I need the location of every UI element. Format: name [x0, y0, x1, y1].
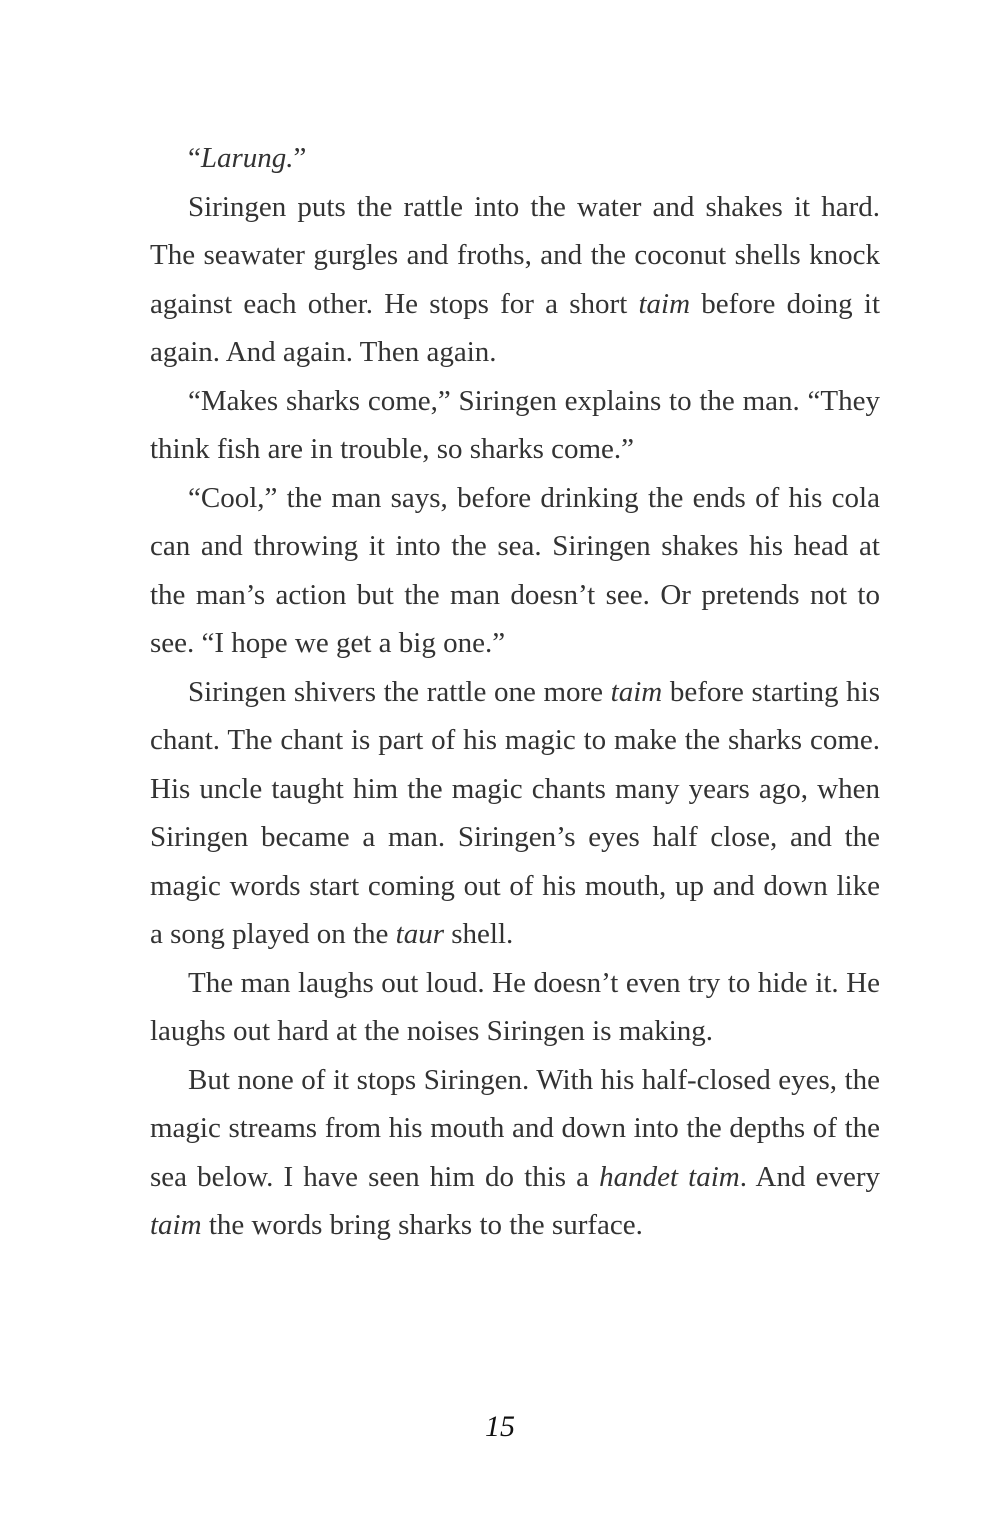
page-number: 15 [485, 1410, 515, 1443]
paragraph [150, 959, 880, 1056]
text-run: “Cool,” the man says, before drinking the ends of his cola can and throwing it into the sea. Siringen shakes his head at the man’s action but the man doesn’t see. Or pretends not to see. “I hope we get a big one.” [150, 481, 880, 659]
text-run: The man laughs out loud. He doesn’t even try to hide it. He laughs out hard at the noises Siringen is making. [150, 966, 880, 1047]
italic-text: taim [638, 287, 691, 320]
paragraph [150, 474, 880, 668]
text-run: “Makes sharks come,” Siringen explains to the man. “They think fish are in trouble, so sharks come.” [150, 384, 880, 465]
text-run: the words bring sharks to the surface. [201, 1209, 643, 1241]
text-run: Siringen shivers the rattle one more [188, 675, 611, 708]
text-run: Siringen puts the rattle into the water and shakes it hard. The seawater gurgles and froths, and the coconut shells knock against each other. He stops for a short [150, 190, 880, 320]
paragraph [150, 668, 880, 959]
paragraph [150, 1056, 880, 1250]
italic-text: handet taim [599, 1160, 740, 1193]
italic-text: taim [610, 675, 663, 708]
body-text [150, 134, 880, 1250]
italic-text: taim [150, 1209, 202, 1241]
italic-text: Larung. [200, 142, 294, 174]
text-run: before doing it again. And again. Then again. [150, 287, 880, 368]
paragraph [150, 377, 880, 474]
text-run: before starting his chant. The chant is part of his magic to make the sharks come. His uncle taught him the magic chants many years ago, when Siringen became a man. Siringen’s eyes half close, and the magic words start coming out of his mouth, up and down like a song played on the [150, 675, 881, 950]
text-run: . And every [739, 1160, 880, 1193]
text-run: “ [188, 142, 201, 174]
italic-text: taur [395, 918, 444, 950]
paragraph [150, 183, 880, 377]
text-run: shell. [443, 918, 514, 950]
text-run: But none of it stops Siringen. With his half-closed eyes, the magic streams from his mouth and down into the depths of the sea below. I have seen him do this a [150, 1063, 880, 1193]
paragraph [150, 134, 880, 183]
text-run: ” [293, 142, 307, 174]
